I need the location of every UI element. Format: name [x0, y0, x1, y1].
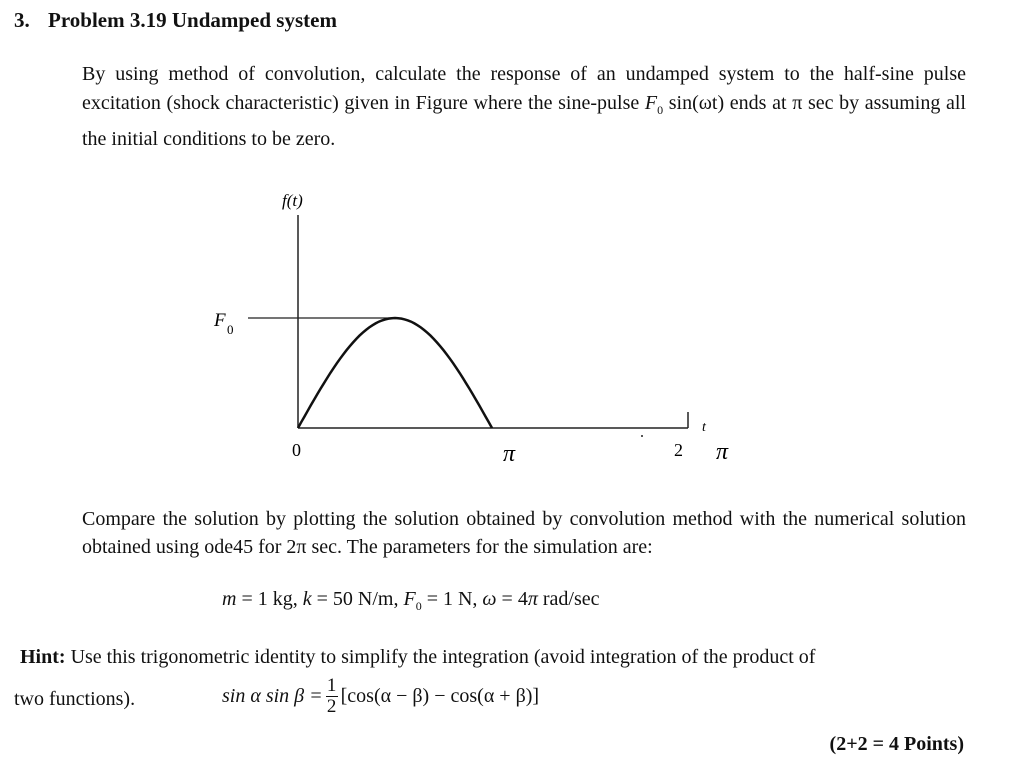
param-k-value: = 50 N/m,	[311, 588, 404, 610]
fraction-numerator: 1	[326, 675, 337, 696]
fraction-denominator: 2	[326, 696, 337, 717]
problem-title: Problem 3.19 Undamped system	[48, 8, 337, 32]
stray-dot	[641, 435, 643, 437]
statement-sin-expr: sin(ωt)	[663, 92, 730, 114]
hint-text: Use this trigonometric identity to simplify the integration (avoid integration of the product of	[65, 646, 816, 668]
tick-zero: 0	[292, 440, 301, 460]
hint-line	[20, 646, 815, 669]
half-sine-pulse-curve	[298, 318, 492, 428]
param-omega-label: ω	[482, 588, 497, 610]
identity-fraction	[326, 676, 338, 717]
tick-two: 2	[674, 440, 683, 460]
tick-pi-handwritten: π	[503, 441, 516, 467]
param-f0-value: = 1 N,	[421, 588, 483, 610]
problem-number: 3.	[14, 8, 30, 32]
tick-two-pi-handwritten: π	[716, 439, 729, 465]
compare-paragraph: Compare the solution by plotting the solution obtained by convolution method with the numerical solution obtained using ode45 for 2π sec. The parameters for the simulation are:	[82, 508, 966, 558]
param-m-value: = 1 kg,	[236, 588, 303, 610]
statement-part2: ends at π sec by assuming all the initial conditions to be zero.	[82, 92, 966, 150]
y-axis-label: f(t)	[282, 191, 303, 210]
x-axis-label: t	[702, 420, 706, 435]
param-f0-sub: 0	[415, 599, 422, 613]
f0-label: F	[214, 310, 226, 331]
trig-identity	[222, 676, 539, 717]
points-label: (2+2 = 4 Points)	[829, 733, 964, 755]
f0-label-sub: 0	[227, 322, 234, 337]
statement-part1: By using method of convolution, calculate the response of an undamped system to the half-sine pulse excitation (shock characteristic) given in Figure where the sine-pulse	[82, 63, 966, 114]
statement-f0-sub: 0	[657, 103, 664, 117]
simulation-parameters	[222, 588, 600, 614]
param-pi: π	[527, 588, 538, 610]
identity-rhs: [cos(α − β) − cos(α + β)]	[340, 685, 540, 707]
statement-f0: F	[644, 92, 658, 114]
hint-label: Hint:	[20, 646, 66, 668]
param-m-label: m	[222, 588, 237, 610]
param-f0-label: F	[403, 588, 416, 610]
param-omega-value: = 4	[496, 588, 528, 610]
identity-lhs: sin α sin β =	[222, 685, 323, 707]
param-omega-unit: rad/sec	[537, 588, 600, 610]
hint-line-2: two functions).	[14, 688, 136, 710]
param-k-label: k	[302, 588, 312, 610]
